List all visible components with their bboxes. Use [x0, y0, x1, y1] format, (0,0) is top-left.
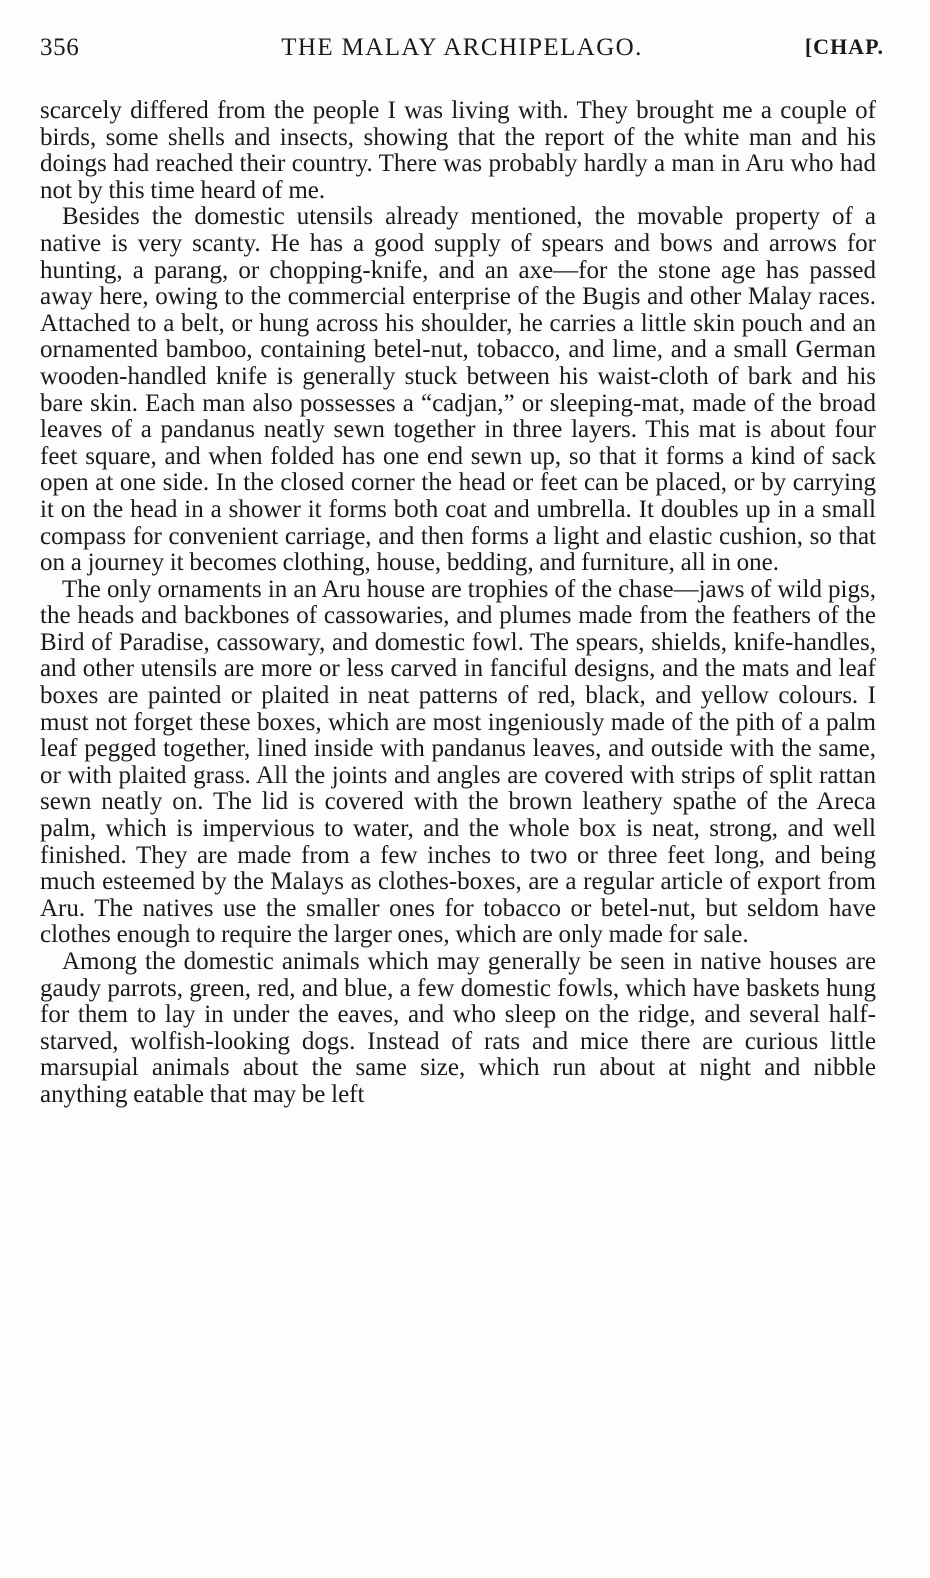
running-title: THE MALAY ARCHIPELAGO.: [281, 34, 643, 61]
body-text: [40, 98, 876, 1109]
chapter-marker: [CHAP.: [804, 34, 884, 59]
running-head: [40, 34, 884, 68]
page-number: 356: [40, 34, 80, 61]
paragraph-property: Besides the domestic utensils already mentioned, the movable property of a native is very scanty. He has a good supply of spears and bows and arrows for hunting, a parang, or chopping-knife, and an axe—for the stone age has passed away here, owing to the commercial enterprise of the Bugis and other Malay races. Attached to a belt, or hung across his shoulder, he carries a little skin pouch and an ornamented bamboo, containing betel-nut, tobacco, and lime, and a small German wooden-handled knife is generally stuck between his waist-cloth of bark and his bare skin. Each man also possesses a “cadjan,” or sleeping-mat, made of the broad leaves of a pandanus neatly sewn together in three layers. This mat is about four feet square, and when folded has one end sewn up, so that it forms a kind of sack open at one side. In the closed corner the head or feet can be placed, or by carrying it on the head in a shower it forms both coat and umbrella. It doubles up in a small compass for convenient carriage, and then forms a light and elastic cushion, so that on a journey it becomes clothing, house, bedding, and furniture, all in one.: [40, 203, 876, 577]
paragraph-continued: scarcely differed from the people I was living with. They brought me a couple of birds, some shells and insects, showing that the report of the white man and his doings had reached their country. There was probably hardly a man in Aru who had not by this time heard of me.: [40, 97, 876, 204]
paragraph-ornaments: The only ornaments in an Aru house are trophies of the chase—jaws of wild pigs, the heads and backbones of cassowaries, and plumes made from the feathers of the Bird of Paradise, cassowary, and domestic fowl. The spears, shields, knife-handles, and other utensils are more or less carved in fanciful designs, and the mats and leaf boxes are painted or plaited in neat patterns of red, black, and yellow colours. I must not forget these boxes, which are most ingeniously made of the pith of a palm leaf pegged together, lined inside with pandanus leaves, and outside with the same, or with plaited grass. All the joints and angles are covered with strips of split rattan sewn neatly on. The lid is covered with the brown leathery spathe of the Areca palm, which is impervious to water, and the whole box is neat, strong, and well finished. They are made from a few inches to two or three feet long, and being much esteemed by the Malays as clothes-boxes, are a regular article of export from Aru. The natives use the smaller ones for tobacco or betel-nut, but seldom have clothes enough to require the larger ones, which are only made for sale.: [40, 575, 876, 949]
paragraph-animals: Among the domestic animals which may generally be seen in native houses are gaudy parrots, green, red, and blue, a few domestic fowls, which have baskets hung for them to lay in under the eaves, and who sleep on the ridge, and several half-starved, wolfish-looking dogs. Instead of rats and mice there are curious little marsupial animals about the same size, which run about at night and nibble anything eatable that may be left: [40, 948, 876, 1108]
